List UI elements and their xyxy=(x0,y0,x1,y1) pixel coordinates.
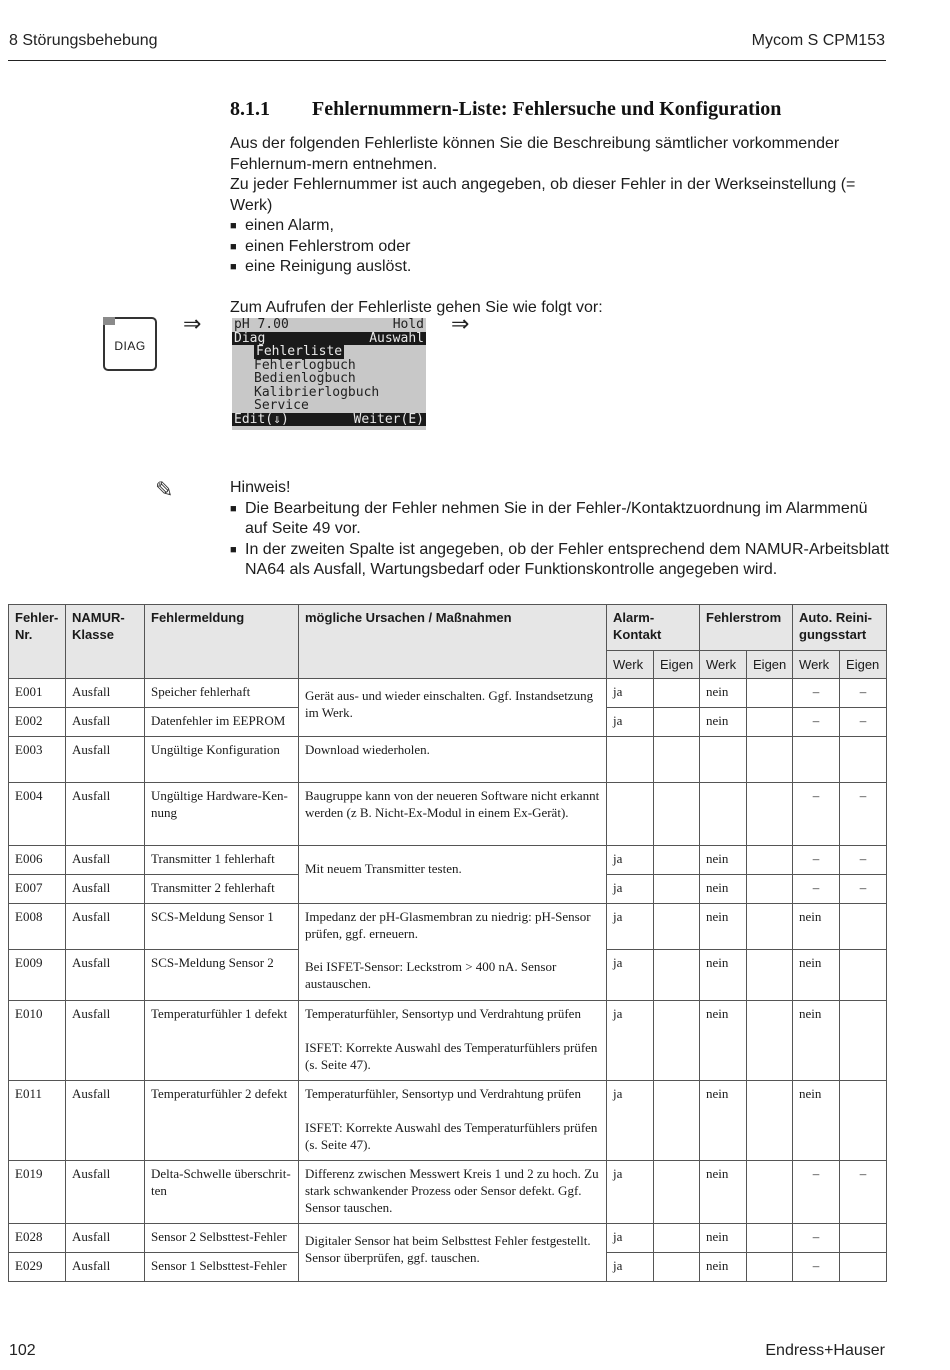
table-row xyxy=(9,1161,887,1224)
cell-strom-werk: nein xyxy=(700,950,747,1001)
cell-alarm-werk: ja xyxy=(607,875,654,904)
cell-klasse: Ausfall xyxy=(66,846,145,875)
cell-ursache: Baugruppe kann von der neueren Software nicht erkannt werden (z B. Nicht-Ex-Modul in einem Ex-Gerät). xyxy=(299,783,607,846)
cell-ursache: Differenz zwischen Messwert Kreis 1 und 2 zu hoch. Zu stark schwankender Prozess oder Sensor defekt. Ggf. Sensor tauschen. xyxy=(299,1161,607,1224)
cell-ursache: Mit neuem Transmitter testen. xyxy=(299,846,607,904)
cell-nr: E009 xyxy=(9,950,66,1001)
cell-ursache xyxy=(299,904,607,1001)
table-row xyxy=(9,679,887,708)
header-eigen: Eigen xyxy=(654,651,700,679)
header-eigen: Eigen xyxy=(840,651,887,679)
lcd-status-left: pH 7.00 xyxy=(234,318,289,332)
cell-nr: E006 xyxy=(9,846,66,875)
cell-alarm-werk: ja xyxy=(607,1081,654,1161)
cell-alarm-eigen xyxy=(654,950,700,1001)
cell-alarm-eigen xyxy=(654,846,700,875)
cell-strom-werk: nein xyxy=(700,1081,747,1161)
arrow-icon: ⇒ xyxy=(183,312,202,337)
cell-nr: E008 xyxy=(9,904,66,950)
cell-klasse: Ausfall xyxy=(66,1161,145,1224)
lcd-footer-right: Weiter(E) xyxy=(353,411,424,427)
cell-ursache-part: Impedanz der pH-Glasmembran zu niedrig: pH-Sensor prüfen, ggf. erneuern. xyxy=(305,909,591,941)
cell-meldung: Delta-Schwelle überschrit-ten xyxy=(145,1161,299,1224)
cell-meldung: Ungültige Konfiguration xyxy=(145,737,299,783)
cell-nr: E019 xyxy=(9,1161,66,1224)
header-alarm: Alarm-Kontakt xyxy=(607,605,700,651)
cell-ursache xyxy=(299,1081,607,1161)
cell-strom-werk: nein xyxy=(700,679,747,708)
cell-alarm-eigen xyxy=(654,737,700,783)
cell-meldung: Temperaturfühler 1 defekt xyxy=(145,1001,299,1081)
cell-strom-eigen xyxy=(747,1224,793,1253)
table-row xyxy=(9,1081,887,1161)
cell-reinigung-werk: nein xyxy=(793,950,840,1001)
cell-nr: E010 xyxy=(9,1001,66,1081)
intro-paragraph-1: Aus der folgenden Fehlerliste können Sie die Beschreibung sämtlicher vorkommender Fehlernum-mern entnehmen. xyxy=(230,135,840,173)
cell-strom-werk: nein xyxy=(700,904,747,950)
lcd-item-row xyxy=(232,359,426,373)
section-heading xyxy=(230,98,781,121)
lcd-item: Kalibrierlogbuch xyxy=(254,384,380,400)
lcd-item-row xyxy=(232,345,426,359)
note-title: Hinweis! xyxy=(230,479,291,496)
cell-klasse: Ausfall xyxy=(66,783,145,846)
cell-ursache: Gerät aus- und wieder einschalten. Ggf. Instandsetzung im Werk. xyxy=(299,679,607,737)
cell-strom-werk: nein xyxy=(700,1161,747,1224)
lcd-status-row xyxy=(232,318,426,332)
cell-reinigung-werk: – xyxy=(793,708,840,737)
cell-alarm-werk: ja xyxy=(607,1001,654,1081)
cell-reinigung-eigen: – xyxy=(840,783,887,846)
cell-reinigung-werk: – xyxy=(793,846,840,875)
cell-alarm-werk: ja xyxy=(607,950,654,1001)
cell-reinigung-werk: – xyxy=(793,783,840,846)
table-row xyxy=(9,1001,887,1081)
lcd-item-selected: Fehlerliste xyxy=(256,344,343,359)
cell-klasse: Ausfall xyxy=(66,875,145,904)
cell-reinigung-werk: – xyxy=(793,679,840,708)
section-title: Fehlernummern-Liste: Fehlersuche und Konfiguration xyxy=(312,98,782,120)
key-corner-marker xyxy=(103,317,115,325)
cell-strom-eigen xyxy=(747,846,793,875)
cell-strom-eigen xyxy=(747,737,793,783)
cell-meldung: Sensor 1 Selbsttest-Fehler xyxy=(145,1253,299,1282)
cell-reinigung-eigen xyxy=(840,1001,887,1081)
cell-strom-eigen xyxy=(747,1161,793,1224)
header-ursachen: mögliche Ursachen / Maßnahmen xyxy=(299,605,607,679)
cell-nr: E004 xyxy=(9,783,66,846)
lcd-menu-right: Auswahl xyxy=(369,330,424,346)
cell-ursache-part: Temperaturfühler, Sensortyp und Verdrahtung prüfen xyxy=(305,1006,581,1021)
running-header-chapter: 8 Störungsbehebung xyxy=(9,32,158,49)
cell-strom-eigen xyxy=(747,1253,793,1282)
cell-klasse: Ausfall xyxy=(66,708,145,737)
intro-text xyxy=(230,134,890,318)
cell-meldung: Datenfehler im EEPROM xyxy=(145,708,299,737)
header-nr: Fehler-Nr. xyxy=(9,605,66,679)
cell-reinigung-werk: – xyxy=(793,1253,840,1282)
header-reinigung: Auto. Reini-gungsstart xyxy=(793,605,887,651)
cell-ursache-part: ISFET: Korrekte Auswahl des Temperaturfühlers prüfen (s. Seite 47). xyxy=(305,1040,598,1072)
cell-ursache-part: Bei ISFET-Sensor: Leckstrom > 400 nA. Sensor austauschen. xyxy=(305,959,557,991)
cell-reinigung-eigen xyxy=(840,1253,887,1282)
header-werk: Werk xyxy=(793,651,840,679)
table-row xyxy=(9,904,887,950)
cell-alarm-eigen xyxy=(654,1161,700,1224)
header-eigen: Eigen xyxy=(747,651,793,679)
cell-meldung: SCS-Meldung Sensor 1 xyxy=(145,904,299,950)
cell-strom-werk: nein xyxy=(700,1253,747,1282)
cell-strom-werk: nein xyxy=(700,708,747,737)
cell-alarm-eigen xyxy=(654,875,700,904)
lcd-footer-left: Edit(⇓) xyxy=(234,411,289,427)
cell-reinigung-eigen: – xyxy=(840,846,887,875)
cell-nr: E003 xyxy=(9,737,66,783)
cell-meldung: SCS-Meldung Sensor 2 xyxy=(145,950,299,1001)
cell-nr: E002 xyxy=(9,708,66,737)
cell-strom-eigen xyxy=(747,875,793,904)
cell-reinigung-eigen xyxy=(840,950,887,1001)
cell-klasse: Ausfall xyxy=(66,1253,145,1282)
diag-key-label: DIAG xyxy=(114,339,146,353)
lcd-item-row xyxy=(232,399,426,413)
cell-alarm-eigen xyxy=(654,1224,700,1253)
cell-reinigung-eigen: – xyxy=(840,875,887,904)
cell-alarm-werk: ja xyxy=(607,846,654,875)
cell-ursache-part: ISFET: Korrekte Auswahl des Temperaturfühlers prüfen (s. Seite 47). xyxy=(305,1120,598,1152)
cell-strom-werk: nein xyxy=(700,875,747,904)
cell-meldung: Transmitter 1 fehlerhaft xyxy=(145,846,299,875)
cell-strom-eigen xyxy=(747,708,793,737)
cell-alarm-werk: ja xyxy=(607,1224,654,1253)
cell-nr: E001 xyxy=(9,679,66,708)
cell-meldung: Temperaturfühler 2 defekt xyxy=(145,1081,299,1161)
cell-reinigung-werk: nein xyxy=(793,904,840,950)
intro-paragraph-2: Zu jeder Fehlernummer ist auch angegeben, ob dieser Fehler in der Werkseinstellung (= Werk) xyxy=(230,176,856,214)
cell-alarm-eigen xyxy=(654,1081,700,1161)
cell-alarm-werk: ja xyxy=(607,1161,654,1224)
cell-alarm-werk: ja xyxy=(607,904,654,950)
cell-strom-eigen xyxy=(747,1001,793,1081)
table-row xyxy=(9,783,887,846)
cell-reinigung-werk: nein xyxy=(793,1081,840,1161)
table-row xyxy=(9,846,887,875)
cell-ursache: Download wiederholen. xyxy=(299,737,607,783)
lcd-display xyxy=(232,318,426,430)
cell-strom-werk: nein xyxy=(700,1224,747,1253)
cell-alarm-werk: ja xyxy=(607,1253,654,1282)
intro-bullet: ■ eine Reinigung auslöst. xyxy=(230,257,890,278)
cell-strom-werk xyxy=(700,783,747,846)
cell-strom-werk: nein xyxy=(700,1001,747,1081)
lcd-item-row xyxy=(232,386,426,400)
cell-nr: E007 xyxy=(9,875,66,904)
table-header-row xyxy=(9,605,887,651)
header-meldung: Fehlermeldung xyxy=(145,605,299,679)
header-strom: Fehlerstrom xyxy=(700,605,793,651)
cell-alarm-eigen xyxy=(654,1253,700,1282)
header-rule xyxy=(8,60,886,61)
intro-bullet: ■ einen Alarm, xyxy=(230,216,890,237)
cell-reinigung-eigen xyxy=(840,1224,887,1253)
cell-reinigung-eigen xyxy=(840,904,887,950)
running-header-product: Mycom S CPM153 xyxy=(751,32,885,49)
cell-reinigung-werk xyxy=(793,737,840,783)
section-number: 8.1.1 xyxy=(230,98,270,120)
cell-reinigung-eigen: – xyxy=(840,708,887,737)
cell-meldung: Ungültige Hardware-Ken-nung xyxy=(145,783,299,846)
lcd-item: Fehlerlogbuch xyxy=(254,357,356,373)
cell-klasse: Ausfall xyxy=(66,1001,145,1081)
cell-alarm-eigen xyxy=(654,679,700,708)
note-bullet: ■ In der zweiten Spalte ist angegeben, ob der Fehler entsprechend dem NAMUR-Arbeitsblatt NA64 als Ausfall, Wartungsbedarf oder Funktionskontrolle angegeben wird. xyxy=(230,540,890,581)
cell-strom-eigen xyxy=(747,904,793,950)
cell-reinigung-eigen xyxy=(840,1081,887,1161)
arrow-icon: ⇒ xyxy=(451,312,470,337)
cell-klasse: Ausfall xyxy=(66,950,145,1001)
cell-reinigung-werk: – xyxy=(793,1224,840,1253)
cell-strom-eigen xyxy=(747,783,793,846)
table-row xyxy=(9,1224,887,1253)
note-block xyxy=(230,478,890,581)
cell-reinigung-werk: – xyxy=(793,875,840,904)
cell-reinigung-werk: nein xyxy=(793,1001,840,1081)
cell-alarm-eigen xyxy=(654,904,700,950)
header-werk: Werk xyxy=(607,651,654,679)
cell-klasse: Ausfall xyxy=(66,1081,145,1161)
cell-alarm-werk: ja xyxy=(607,679,654,708)
cell-klasse: Ausfall xyxy=(66,1224,145,1253)
note-bullet: ■ Die Bearbeitung der Fehler nehmen Sie in der Fehler-/Kontaktzuordnung im Alarmmenü auf Seite 49 vor. xyxy=(230,499,890,540)
cell-alarm-werk xyxy=(607,737,654,783)
cell-alarm-eigen xyxy=(654,1001,700,1081)
cell-reinigung-eigen xyxy=(840,737,887,783)
cell-alarm-eigen xyxy=(654,783,700,846)
cell-strom-werk: nein xyxy=(700,846,747,875)
cell-klasse: Ausfall xyxy=(66,679,145,708)
diag-key xyxy=(103,317,157,371)
cell-nr: E028 xyxy=(9,1224,66,1253)
cell-ursache: Digitaler Sensor hat beim Selbsttest Fehler festgestellt. Sensor überprüfen, ggf. tauschen. xyxy=(299,1224,607,1282)
lcd-menu-left: Diag xyxy=(234,330,266,346)
lcd-menu-row xyxy=(232,332,426,346)
lcd-item: Bedienlogbuch xyxy=(254,371,356,386)
cell-reinigung-werk: – xyxy=(793,1161,840,1224)
cell-nr: E011 xyxy=(9,1081,66,1161)
header-klasse: NAMUR-Klasse xyxy=(66,605,145,679)
table-row xyxy=(9,737,887,783)
intro-paragraph-3: Zum Aufrufen der Fehlerliste gehen Sie wie folgt vor: xyxy=(230,298,603,316)
header-werk: Werk xyxy=(700,651,747,679)
cell-reinigung-eigen: – xyxy=(840,1161,887,1224)
cell-ursache xyxy=(299,1001,607,1081)
cell-strom-werk xyxy=(700,737,747,783)
cell-meldung: Sensor 2 Selbsttest-Fehler xyxy=(145,1224,299,1253)
cell-reinigung-eigen: – xyxy=(840,679,887,708)
cell-strom-eigen xyxy=(747,1081,793,1161)
page-number: 102 xyxy=(9,1342,36,1359)
brand-footer: Endress+Hauser xyxy=(765,1342,885,1359)
intro-bullet: ■ einen Fehlerstrom oder xyxy=(230,237,890,258)
cell-alarm-eigen xyxy=(654,708,700,737)
cell-meldung: Speicher fehlerhaft xyxy=(145,679,299,708)
lcd-footer-row xyxy=(232,413,426,427)
cell-klasse: Ausfall xyxy=(66,737,145,783)
cell-nr: E029 xyxy=(9,1253,66,1282)
cell-klasse: Ausfall xyxy=(66,904,145,950)
cell-strom-eigen xyxy=(747,679,793,708)
cell-strom-eigen xyxy=(747,950,793,1001)
cell-alarm-werk: ja xyxy=(607,708,654,737)
lcd-item-row xyxy=(232,372,426,386)
cell-alarm-werk xyxy=(607,783,654,846)
error-table xyxy=(8,604,887,1282)
cell-ursache-part: Temperaturfühler, Sensortyp und Verdrahtung prüfen xyxy=(305,1086,581,1101)
lcd-item: Service xyxy=(254,398,309,413)
lcd-status-right: Hold xyxy=(392,318,424,332)
cell-meldung: Transmitter 2 fehlerhaft xyxy=(145,875,299,904)
pencil-icon: ✎ xyxy=(155,478,174,503)
